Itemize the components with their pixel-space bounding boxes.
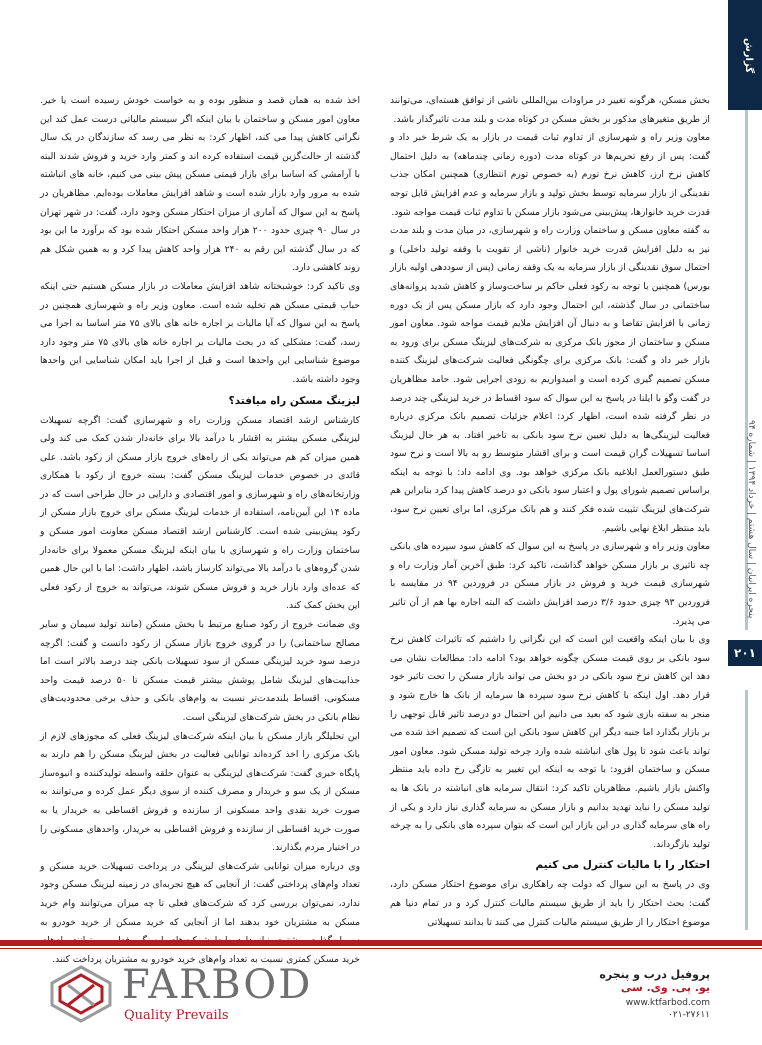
section-tab: [728, 0, 762, 110]
issue-caption: پنجره ایرانیان | سال هشتم | خرداد ۱۳۹۴ | شماره ۹۴: [746, 420, 756, 619]
article-column-left: [40, 92, 360, 969]
paragraph: معاون وزیر راه و شهرسازی از تداوم ثبات قیمت در بازار به یک شرط خبر داد و گفت: پس از رفع تحریم‌ها در کوتاه مدت (دوره زمانی چندماهه) به دلیل احتمال کاهش نرخ ارز، کاهش نرخ تورم (به خصوص تورم انتظاری) همچنین امکان جذب نقدینگی از بازار سرمایه توسط بخش تولید و بازار سرمایه و عدم افزایش قابل توجه قدرت خرید خانوارها، پیش‌بینی می‌شود بازار مسکن با تداوم ثبات قیمت مواجه شود.: [390, 132, 710, 218]
page-number: ۲۰۱: [728, 640, 762, 666]
paragraph: وی تاکید کرد: خوشبختانه شاهد افزایش معاملات در بازار مسکن هستیم حتی اینکه حباب قیمتی مسکن هم تخلیه شده است. معاون وزیر راه و شهرسازی همچنین در پاسخ به این سوال که آیا مالیات بر اجاره خانه های بالای ۷۵ متر اساسا به اجرا می رسد، گفت: مشکلی که در بحث مالیات بر اجاره خانه های بالای ۷۵ متر وجود دارد موضوع شناسایی این واحدها است و قبل از اجرا باید امکان شناسایی این واحدها وجود داشته باشد.: [40, 280, 360, 385]
paragraph: معاون وزیر راه و شهرسازی در پاسخ به این سوال که کاهش سود سپرده های بانکی چه تاثیری بر بازار مسکن خواهد گذاشت، تاکید کرد: طبق آخرین آمار وزارت راه و شهرسازی قیمت خرید و فروش در بازار مسکن در فروردین ۹۴ در مقایسه با فروردین ۹۳ چیزی حدود ۳/۶ درصد افزایش داشت که البته اجاره بها هم از آن تاثیر می پذیرد.: [390, 541, 710, 627]
brand-name: FARBOD: [122, 962, 313, 1008]
paragraph: اخذ شده به همان قصد و منظور بوده و به خواست خودش رسیده است یا خیر. معاون امور مسکن و ساختمان با بیان اینکه اگر سیستم مالیاتی درست عمل کند این نگرانی کاهش پیدا می کند، اظهار کرد: به نظر می رسد که سازندگان در یک سال گذشته از حالت‌گزین قیمت استفاده کرده اند و کمتر وارد خرید و فروش شدند البته با آرامشی که اساسا برای بازار قیمتی مسکن پیش بینی می کنیم، خانه های انباشته شده به مرور وارد بازار شده است و شاهد افزایش معاملات بوده‌ایم. مظاهریان در پاسخ به این سوال که آماری از میزان احتکار مسکن وجود دارد، گفت: در شهر تهران در سال ۹۰ چیزی حدود ۲۰۰ هزار واحد مسکن احتکار شده بود که برآورد ما این بود که در سال گذشته این رقم به ۲۴۰ هزار واحد کاهش پیدا کرد و به همین شکل هم روند کاهشی دارد.: [40, 95, 360, 274]
farbod-logo-icon: [50, 965, 112, 1023]
ad-material-line: یو. پی. وی. سی: [620, 981, 710, 994]
section-label: گزارش: [743, 38, 754, 74]
subheading: احتکار را با مالیات کنترل می کنیم: [535, 859, 710, 872]
paragraph: وی ضمانت خروج از رکود صنایع مرتبط با بخش مسکن (مانند تولید سیمان و سایر مصالح ساختمانی) را در گروی خروج بازار مسکن از رکود دانست و گفت: اگرچه درصد سود خرید لیزینگی مسکن از سود تسهیلات بانکی چند درصد بالاتر است اما جذابیت‌های لیزینگ شامل پوشش بیشتر قیمت مسکن تا ۵۰ درصد قیمت واحد مسکونی، اقساط بلندمدت‌تر نسبت به وام‌های بانکی و حذف برخی محدودیت‌های نظام بانکی در بخش شرکت‌های لیزینگی است.: [40, 619, 361, 723]
ad-website: www.ktfarbod.com: [625, 998, 710, 1008]
brand-tagline: Quality Prevails: [124, 1008, 229, 1023]
paragraph: به گفته معاون مسکن و ساختمان وزارت راه و شهرسازی، در میان مدت و بلند مدت نیز به دلیل افزایش قدرت خرید خانوار (ناشی از تقویت با وقفه تولید داخلی) و احتمال سوق نقدینگی از بازار سرمایه به یک وقفه زمانی (پس از سوددهی اولیه بازار بورس) همچنین با توجه به رکود فعلی حاکم بر ساخت‌وساز و کاهش شدید پروانه‌های ساختمانی در سال گذشته، این احتمال وجود دارد که بازار مسکن پس از یک دوره زمانی با افزایش تقاضا و به دنبال آن افزایش ملایم قیمت مواجه شود. معاون امور مسکن و ساختمان از مجوز بانک مرکزی به شرکت‌های لیزینگ مسکن برای ورود به بازار خبر داد و گفت: بانک مرکزی برای چگونگی فعالیت شرکت‌های لیزینگ کننده مسکن تصمیم گیری کرده است و امیدواریم به زودی اجرایی شود. حامد مظاهریان در گفت وگو با ایلنا در پاسخ به این سوال که سود اقساط در خرید لیزینگی چند درصد در نظر گرفته شده است، اظهار کرد: اعلام جزئیات تصمیم بانک مرکزی درباره فعالیت لیزینگی‌ها به دلیل تعیین نرخ سود بانکی به تاخیر افتاد. به هر حال لیزینگ اساسا تسهیلات گران قیمت است و برای اقشار متوسط رو به بالا است و نرخ سود طبق دستورالعمل ابلاغیه بانک مرکزی خواهد بود. وی ادامه داد: با توجه به اینکه براساس تصمیم شورای پول و اعتبار سود بانکی دو درصد کاهش پیدا کرد بنابراین هم شرکت‌های لیزینگ تثبیت شده فکر کنند و هم بانک مرکزی، اما برای تعیین نرخ سود، باید منتظر ابلاغ نهایی باشیم.: [390, 225, 710, 534]
article-column-right: [390, 92, 710, 932]
paragraph: این تحلیلگر بازار مسکن با بیان اینکه شرکت‌های لیزینگ فعلی که مجوزهای لازم از بانک مرکزی را اخذ کرده‌اند توانایی فعالیت در بخش لیزینگ مسکن را هم دارند به پایگاه خبری گفت: شرکت‌های لیزینگی به عنوان حلقه واسطه تولیدکننده و انبوه‌ساز مسکن از یک سو و خریدار و مصرف کننده از سوی دیگر عمل کرده و می‌توانند به صورت خرید نقدی واحد مسکونی از سازنده و فروش اقساطی به خریدار یا به صورت خرید اقساطی از سازنده و فروش اقساطی به خریدار، واحدهای مسکونی را در اختیار مردم بگذارند.: [40, 730, 360, 854]
ad-product-line: پروفیل درب و پنجره: [599, 968, 710, 981]
paragraph: وی با بیان اینکه واقعیت این است که این نگرانی را داشتیم که تاثیرات کاهش نرخ سود بانکی بر روی قیمت مسکن چگونه خواهد بود؟ ادامه داد: مطالعات نشان می دهد این کاهش نرخ سود بانکی در دو بخش می تواند بازار مسکن را تحت تاثیر خود قرار دهد. اول اینکه با کاهش نرخ سود سپرده ها سرمایه از بانک ها خارج شود و منجر به سفته بازی شود که بعید می دانیم این احتمال دو درصد تاثیر قابل توجهی را بر بازار بگذارد اما جنبه دیگر این کاهش سود بانکی این است که تصمیم اخذ شده می تواند باعث شود تا پول های انباشته شده وارد چرخه تولید مسکن شود. معاون امور مسکن و ساختمان افزود: با توجه به اینکه این تغییر به تازگی رخ داده باید منتظر واکنش بازار باشیم. مظاهریان تاکید کرد: انتقال سرمایه های انباشته در بانک ها به تولید مسکن را نباید تهدید بدانیم و بازار مسکن به سرمایه گذاری نیاز دارد و یکی از راه های سرمایه گذاری در این بازار این است که بتوان سپرده های بانکی را به چرخه تولید بازگرداند.: [390, 634, 710, 850]
subheading: لیزینگ مسکن راه میافتد؟: [228, 394, 360, 407]
ad-phone: ۰۲۱-۲۷۶۱۱: [668, 1010, 710, 1020]
paragraph: بخش مسکن، هرگونه تغییر در مراودات بین‌المللی ناشی از توافق هسته‌ای، می‌توانند از طریق متغیرهای مذکور بر بخش مسکن در کوتاه مدت و بلند مدت تاثیرگذار باشد.: [390, 95, 710, 125]
footer-rule: [0, 940, 762, 946]
footer-rule-thin: [0, 948, 762, 949]
ad-contact-block: [580, 968, 710, 1020]
paragraph: وی درباره میزان توانایی شرکت‌های لیزینگی در پرداخت تسهیلات خرید مسکن و تعداد وام‌های پرداختی گفت: از آنجایی که هیچ تجربه‌ای در زمینه لیزینگ مسکن وجود ندارد، نمی‌توان بررسی کرد که شرکت‌های فعلی تا چه میزان می‌توانند وام خرید مسکن به مشتریان خود بدهند اما از آنجایی که خرید مسکن از خرید خودرو به خرید مسکن کمتری نسبت به تعداد وام‌های خرید خودرو به مشتریان پرداخت کنند.: [40, 860, 360, 965]
sidebar-rule-lower: [745, 690, 748, 930]
paragraph: کارشناس ارشد اقتصاد مسکن وزارت راه و شهرسازی گفت: اگرچه تسهیلات لیزینگی مسکن بیشتر به اقشار با درآمد بالا برای خانه‌دار شدن کمک می کند ولی همین میزان کم هم می‌تواند یکی از راه‌های خروج بازار مسکن از رکود باشد. علی قائدی در خصوص خدمات لیزینگ مسکن گفت: بسته خروج از رکود با همکاری وزارتخانه‌های راه و شهرسازی و امور اقتصادی و دارایی در حال طراحی است که در ماده ۱۴ این آیین‌نامه، استفاده از خدمات لیزینگ مسکن برای خروج بازار مسکن از رکود پیش‌بینی شده است. کارشناس ارشد اقتصاد مسکن معاونت امور مسکن و ساختمان وزارت راه و شهرسازی با بیان اینکه لیزینگ مسکن معمولا برای خانه‌دار شدن گروه‌های با درآمد بالا می‌تواند کارساز باشد، اظهار داشت: اما با این حال همین که عده‌ای وارد بازار خرید و فروش مسکن شوند، می‌تواند به خروج از رکود فعلی این بخش کمک کند.: [40, 414, 360, 612]
paragraph: وی در پاسخ به این سوال که دولت چه راهکاری برای موضوع احتکار مسکن دارد، گفت: بحث احتکار را باید از طریق سیستم مالیات کنترل کرد و در تمام دنیا هم موضوع احتکار را از طریق سیستم مالیات کنترل می کنند تا بدانند تسهیلاتی: [390, 879, 710, 928]
